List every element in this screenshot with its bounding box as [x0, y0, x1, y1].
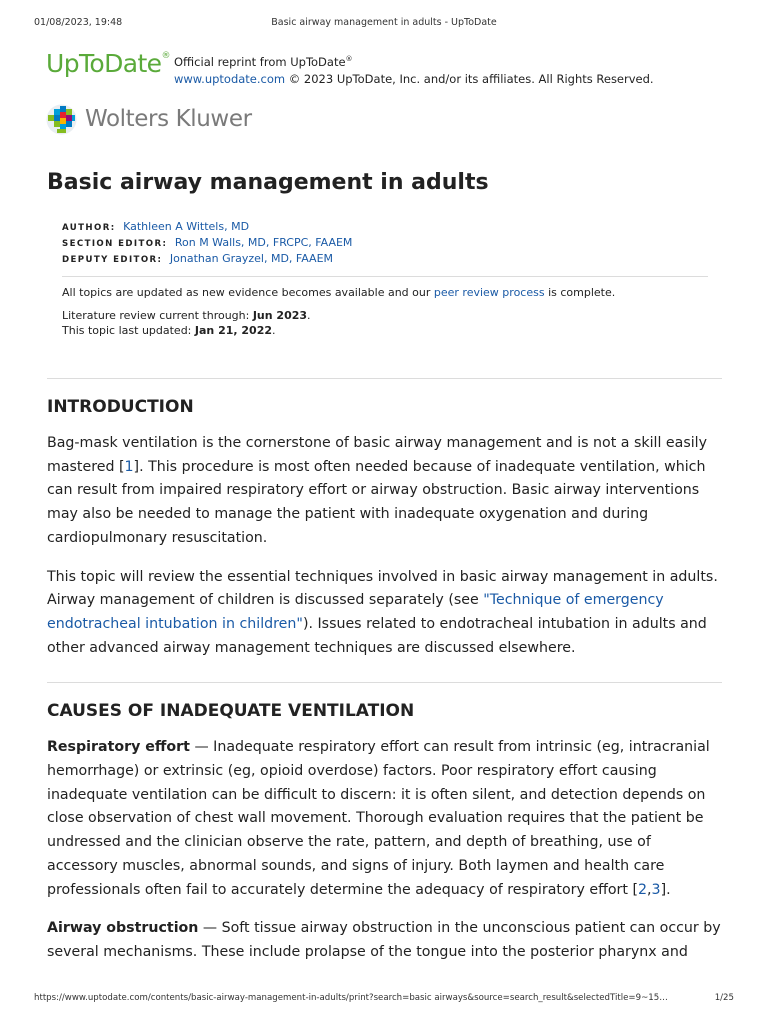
uptodate-website-link[interactable]: www.uptodate.com — [174, 71, 286, 86]
deputy-editor-row — [62, 251, 708, 267]
wolters-kluwer-logo — [46, 104, 276, 136]
review-dates — [62, 308, 708, 338]
wolters-kluwer-mark-icon — [46, 104, 77, 135]
literature-review-line: Literature review current through: Jun 2023. — [62, 309, 311, 322]
section-divider — [47, 378, 722, 379]
section-divider — [47, 682, 722, 683]
reference-link-3[interactable]: 3 — [651, 881, 661, 898]
article-meta — [62, 219, 708, 338]
update-note: All topics are updated as new evidence becomes available and our peer review process is complete. — [62, 286, 616, 299]
reference-link-1[interactable]: 1 — [124, 458, 134, 475]
section-heading-introduction: INTRODUCTION — [47, 397, 194, 417]
section-editor-row — [62, 235, 708, 251]
respiratory-effort-term: Respiratory effort — [47, 739, 190, 756]
print-datetime: 01/08/2023, 19:48 — [34, 17, 123, 28]
meta-divider — [62, 276, 708, 277]
print-doc-title: Basic airway management in adults - UpToDate — [271, 17, 497, 28]
airway-obstruction-paragraph: Airway obstruction — Soft tissue airway obstruction in the unconscious patient can occur by several mechanisms. These include prolapse of the tongue into the posterior pharynx and — [47, 920, 721, 960]
deputy-editor-link[interactable]: Jonathan Grayzel, MD, FAAEM — [169, 252, 334, 265]
literature-review-date: Jun 2023 — [252, 309, 308, 322]
author-link[interactable]: Kathleen A Wittels, MD — [123, 220, 250, 233]
peer-review-link[interactable]: peer review process — [433, 286, 545, 299]
last-updated-line: This topic last updated: Jan 21, 2022. — [62, 324, 276, 337]
uptodate-logo: UpToDate® — [46, 49, 170, 78]
reprint-line-2 — [174, 71, 654, 88]
author-row — [62, 219, 708, 235]
author-label: AUTHOR: — [62, 223, 116, 233]
section-editor-link[interactable]: Ron M Walls, MD, FRCPC, FAAEM — [174, 236, 353, 249]
section-heading-causes: CAUSES OF INADEQUATE VENTILATION — [47, 701, 415, 722]
print-url: https://www.uptodate.com/contents/basic-airway-management-in-adults/print?search=basic airways&source=search_result&selectedTitle=9~15… — [34, 993, 668, 1003]
introduction-paragraph-1: Bag-mask ventilation is the cornerstone of basic airway management and is not a skill easily mastered [1]. This procedure is most often needed because of inadequate ventilation, which can result from impaired respiratory effort or airway obstruction. Basic airway interventions may also be needed to manage the patient with inadequate oxygenation and during cardiopulmonary resuscitation. — [47, 435, 708, 546]
print-footer — [34, 993, 734, 1005]
topic-link-intubation-children[interactable]: "Technique of emergency endotracheal intubation in children" — [47, 592, 664, 632]
section-editor-label: SECTION EDITOR: — [62, 239, 168, 249]
airway-obstruction-term: Airway obstruction — [47, 920, 199, 937]
article-content — [47, 378, 722, 965]
introduction-paragraph-2: This topic will review the essential techniques involved in basic airway management in adults. Airway management of children is discussed separately (see "Technique of emergency endotracheal intubation in children"). Issues related to endotracheal intubation in adults and other advanced airway management techniques are discussed elsewhere. — [47, 568, 718, 656]
reprint-line-1: Official reprint from UpToDate® — [174, 54, 353, 69]
deputy-editor-label: DEPUTY EDITOR: — [62, 255, 163, 265]
page-number: 1/25 — [714, 993, 734, 1003]
reference-link-2[interactable]: 2 — [638, 881, 648, 898]
wolters-kluwer-wordmark: Wolters Kluwer — [85, 106, 252, 132]
page-title: Basic airway management in adults — [47, 170, 489, 195]
respiratory-effort-paragraph: Respiratory effort — Inadequate respiratory effort can result from intrinsic (eg, intracranial hemorrhage) or extrinsic (eg, opioid overdose) factors. Poor respiratory effort causing inadequate ventilation can be difficult to discern: it is often silent, and detection depends on close observation of chest wall movement. Thorough evaluation requires that the patient be undressed and the clinician observe the rate, pattern, and depth of breathing, use of accessory muscles, abnormal sounds, and signs of injury. Both laymen and health care professionals often fail to accurately determine the adequacy of respiratory effort [2,3]. — [47, 739, 710, 898]
last-updated-date: Jan 21, 2022 — [194, 324, 272, 337]
print-header — [34, 17, 734, 31]
copyright-text: © 2023 UpToDate, Inc. and/or its affiliates. All Rights Reserved. — [285, 71, 654, 86]
reprint-notice — [174, 51, 654, 88]
